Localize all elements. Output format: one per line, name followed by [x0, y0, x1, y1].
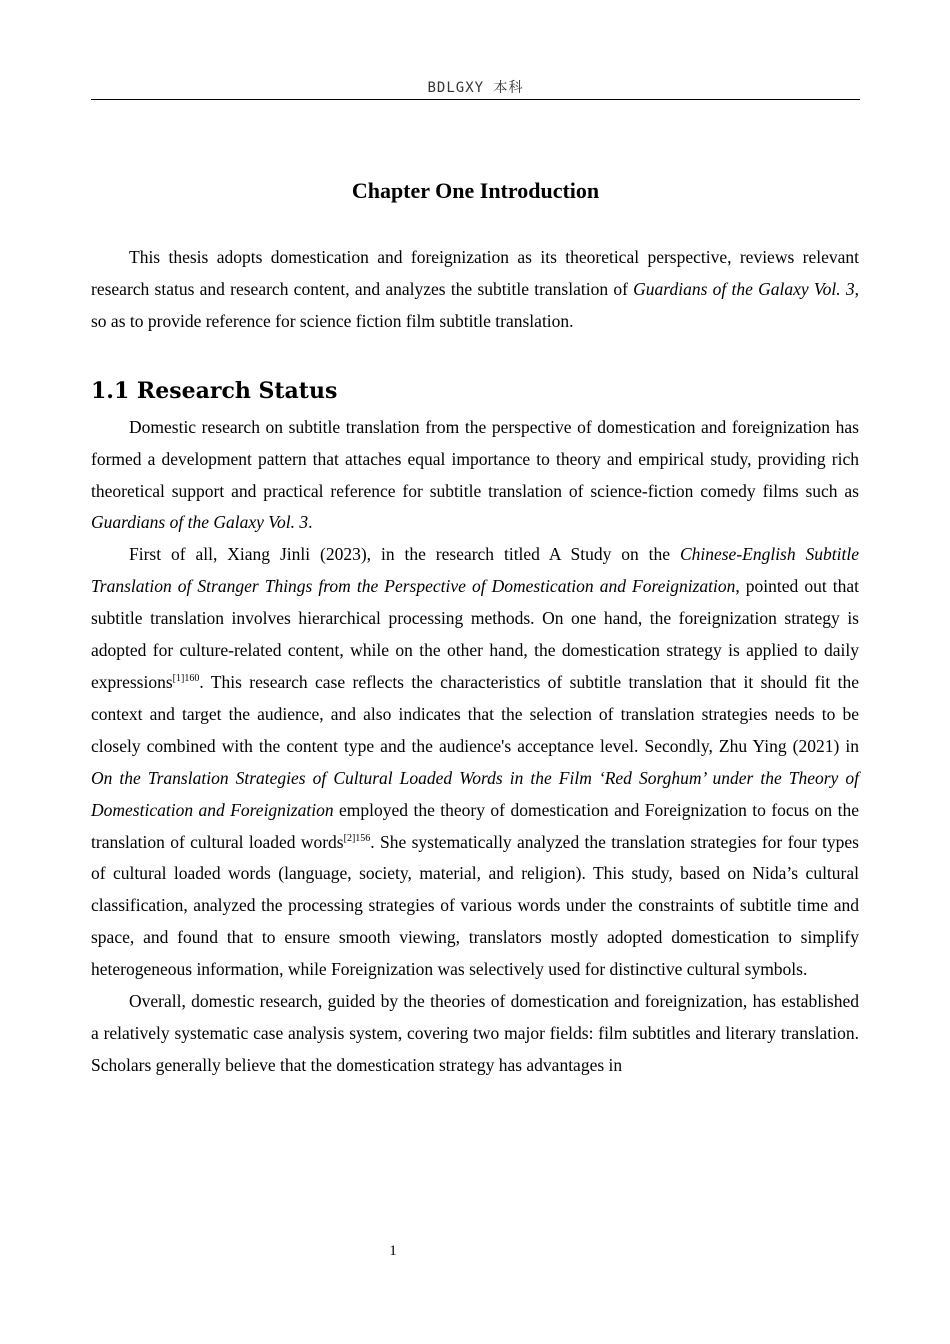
intro-paragraph — [91, 242, 859, 338]
para2-text-4: employed the theory of domestication and Foreignization to focus on the translation of cultural loaded words — [91, 799, 859, 852]
para2-study-title-2: On the Translation Strategies of Cultural Loaded Words in the Film ‘Red Sorghum’ under the Theory of Domestication and Foreignization — [91, 767, 859, 820]
citation-1: [1]160 — [172, 672, 200, 684]
section-heading: 1.1 Research Status — [91, 377, 338, 404]
chapter-title: Chapter One Introduction — [351, 178, 600, 203]
citation-2: [2]156 — [343, 832, 371, 844]
body-text — [91, 242, 859, 1082]
running-header: BDLGXY 本科 — [427, 80, 524, 96]
para1-text-2: . — [308, 512, 313, 533]
intro-film-title: Guardians of the Galaxy Vol. 3 — [633, 278, 855, 299]
para2-text-3: . This research case reflects the characteristics of subtitle translation that it should fit the context and target the audience, and also indicates that the selection of translation strategies needs to be closely combined with the content type and the audience's acceptance level. Secondly, Zhu Ying (2021) in — [91, 671, 859, 756]
paragraph-domestic-research — [91, 412, 859, 540]
para2-text-5: . She systematically analyzed the translation strategies for four types of cultural loaded words (language, society, material, and religion). This study, based on Nida’s cultural classification, analyzed the processing strategies of various words under the constraints of subtitle time and space, and found that to ensure smooth viewing, translators mostly adopted domestication to simplify heterogeneous information, while Foreignization was selectively used for distinctive cultural symbols. — [91, 831, 859, 980]
para2-text-1: First of all, Xiang Jinli (2023), in the research titled A Study on the — [129, 544, 680, 565]
intro-text-1: This thesis adopts domestication and foreignization as its theoretical perspective, reviews relevant research status and research content, and analyzes the subtitle translation of — [91, 247, 859, 299]
para2-text-2: , pointed out that subtitle translation involves hierarchical processing methods. On one hand, the foreignization strategy is adopted for culture-related content, while on the other hand, the domestication strategy is applied to daily expressions — [91, 576, 859, 692]
para1-text-1: Domestic research on subtitle translation from the perspective of domestication and foreignization has formed a development pattern that attaches equal importance to theory and empirical study, providing rich theoretical support and practical reference for subtitle translation of science-fiction comedy films such as — [91, 416, 859, 501]
para2-study-title: Chinese-English Subtitle Translation of Stranger Things from the Perspective of Domestication and Foreignization — [91, 544, 859, 597]
page-number: 1 — [389, 1243, 397, 1259]
intro-text-2: , so as to provide reference for science fiction film subtitle translation. — [91, 278, 859, 331]
para1-film-title: Guardians of the Galaxy Vol. 3 — [91, 512, 309, 533]
paragraph-case-studies — [91, 539, 859, 986]
header-divider — [91, 99, 860, 100]
paragraph-overall: Overall, domestic research, guided by the theories of domestication and foreignization, has established a relatively systematic case analysis system, covering two major fields: film subtitles and literary translation. Scholars generally believe that the domestication strategy has advantages in — [91, 991, 859, 1075]
